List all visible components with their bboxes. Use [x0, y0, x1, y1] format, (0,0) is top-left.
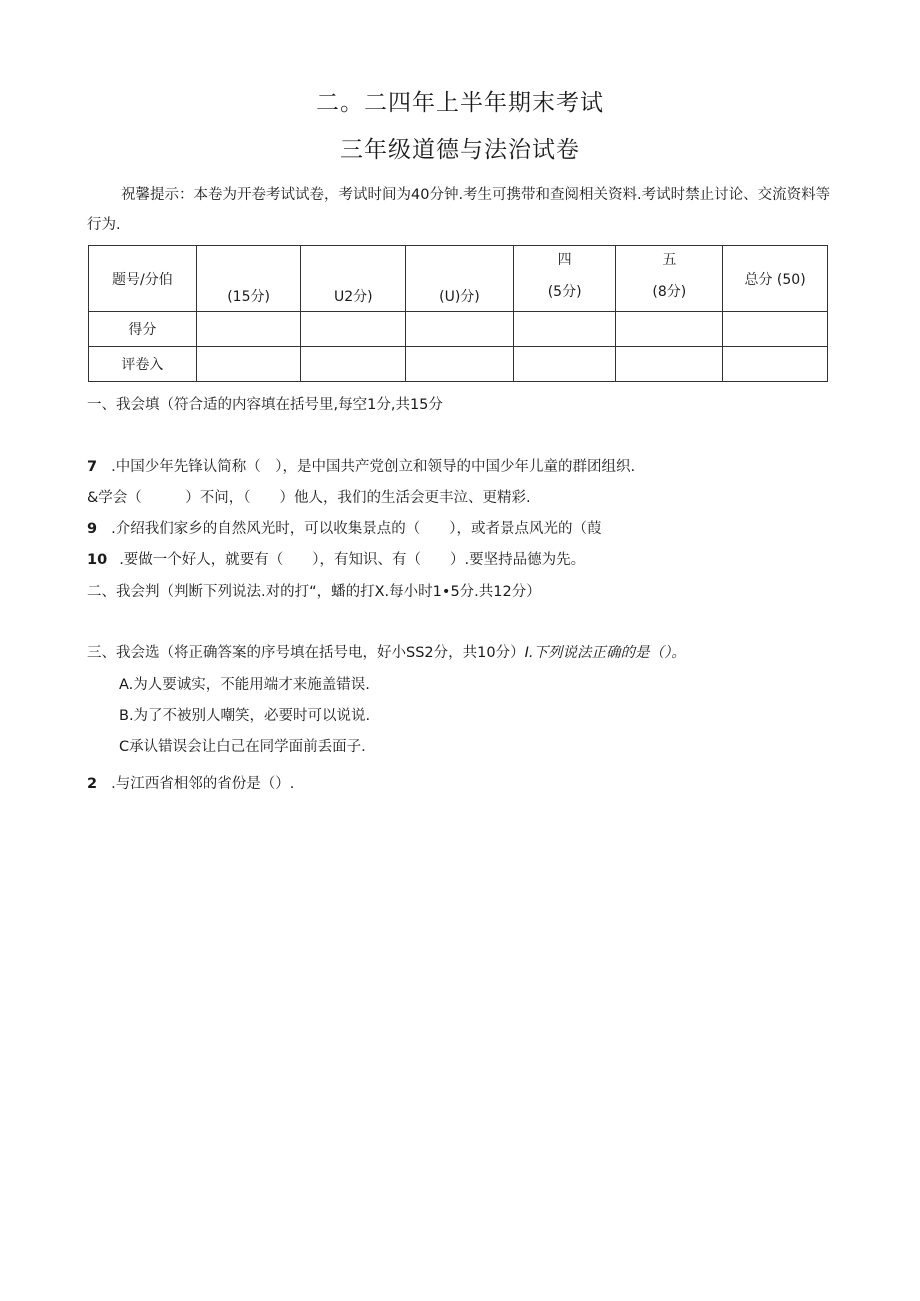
question-7: [87, 455, 635, 476]
option-b: B.为了不被别人嘲笑，必要时可以说说.: [119, 708, 371, 724]
score-cell[interactable]: [513, 312, 616, 347]
score-cell[interactable]: [616, 312, 723, 347]
score-table-header-row: [89, 246, 828, 312]
row-header-label: 题号/分伯: [89, 246, 197, 312]
grader-cell[interactable]: [513, 347, 616, 382]
score-cell[interactable]: [723, 312, 828, 347]
question-2-text: .与江西省相邻的省份是（）.: [111, 776, 295, 792]
option-a: A.为人要诚实，不能用端才来施盖错误.: [119, 677, 370, 693]
question-10-number: 10: [87, 552, 108, 568]
grader-row-label: 评卷入: [89, 347, 197, 382]
col-points-3: (U)分): [439, 289, 480, 305]
exam-subtitle: 三年级道德与法治试卷: [340, 137, 580, 163]
score-cell[interactable]: [406, 312, 514, 347]
exam-notice: 祝馨提示：本卷为开卷考试试卷，考试时间为40分钟.考生可携带和查阅相关资料.考试时禁止讨论、交流资料等行为.: [87, 187, 831, 233]
section3-question-1: I.下列说法正确的是（）。: [524, 645, 686, 661]
col-header-2: [301, 246, 406, 312]
col-header-3: [406, 246, 514, 312]
grader-cell[interactable]: [723, 347, 828, 382]
option-c: C承认错误会让白己在同学面前丢面子.: [119, 739, 366, 755]
grader-cell[interactable]: [616, 347, 723, 382]
col-header-1: [196, 246, 301, 312]
question-9-number: 9: [87, 521, 98, 537]
col-points-1: (15分): [227, 289, 270, 305]
question-10-text: .要做一个好人，就要有（ ），有知识、有（ ）.要坚持品德为先。: [119, 552, 586, 568]
section3-question-2: [87, 772, 294, 793]
score-table: [88, 245, 828, 382]
score-row: [89, 312, 828, 347]
col-points-2: U2分): [333, 289, 373, 305]
col-header-5: [616, 246, 723, 312]
exam-title: 二。二四年上半年期末考试: [316, 90, 604, 116]
score-cell[interactable]: [196, 312, 301, 347]
question-7-text: .中国少年先锋认简称（ ），是中国共产党创立和领导的中国少年儿童的群团组织.: [111, 459, 636, 475]
grader-cell[interactable]: [196, 347, 301, 382]
section3-heading: 三、我会选（将正确答案的序号填在括号电，好小SS2分，共10分）: [87, 645, 525, 661]
col-number-5: 五: [662, 252, 677, 268]
section1-heading: 一、我会填（符合适的内容填在括号里,每空1分,共15分: [87, 397, 443, 413]
col-header-4: [513, 246, 616, 312]
question-7-number: 7: [87, 459, 98, 475]
grader-cell[interactable]: [301, 347, 406, 382]
question-9-text: .介绍我们家乡的自然风光时，可以收集景点的（ ），或者景点风光的（葭: [111, 521, 602, 537]
question-8: &学会（ ）不问，（ ）他人，我们的生活会更丰泣、更精彩.: [87, 490, 531, 506]
section2-heading: 二、我会判（判断下列说法.对的打“，蟠的打X.每小时1•5分.共12分）: [87, 584, 541, 600]
grader-row: [89, 347, 828, 382]
section3-heading-line: [87, 641, 686, 662]
col-header-total: 总分 (50): [723, 246, 828, 312]
score-row-label: 得分: [89, 312, 197, 347]
question-2-number: 2: [87, 776, 98, 792]
col-points-5: (8分): [652, 284, 687, 300]
col-number-4: 四: [557, 252, 572, 268]
question-9: [87, 517, 601, 538]
score-cell[interactable]: [301, 312, 406, 347]
col-points-4: (5分): [547, 284, 582, 300]
question-10: [87, 548, 585, 569]
grader-cell[interactable]: [406, 347, 514, 382]
